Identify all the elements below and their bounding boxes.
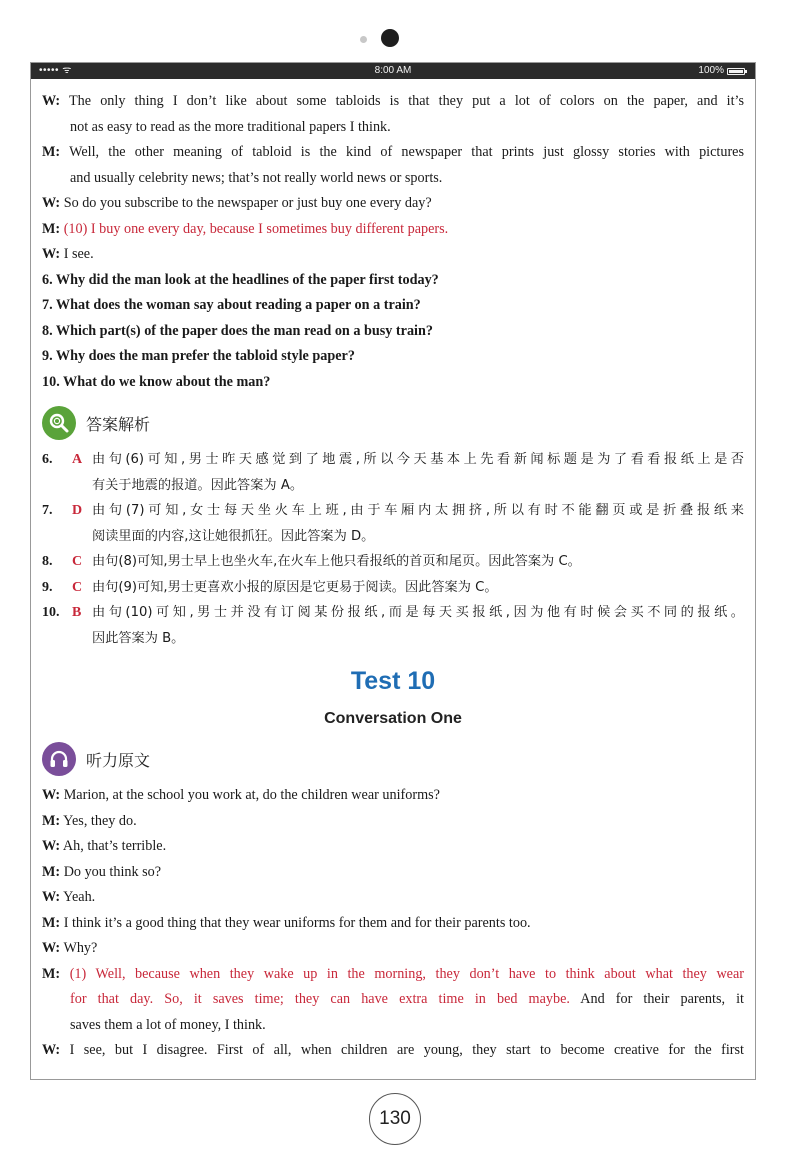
question-10: 10. What do we know about the man? — [42, 373, 271, 390]
answer-item: 10. B 由句(10)可知,男士并没有订阅某份报纸,而是每天买报纸,因为他有时候会买不同的报纸。 因此答案为 B。 — [42, 605, 744, 646]
dialogue-line: W: Yeah. — [42, 889, 96, 905]
page-number: 130 — [369, 1093, 421, 1145]
dialogue-line: W: The only thing I don’t like about some tabloids is that they put a lot of colors on the paper, and it’s — [42, 93, 745, 109]
question-8: 8. Which part(s) of the paper does the man read on a busy train? — [42, 322, 433, 339]
battery-status — [698, 63, 745, 79]
question-7: 7. What does the woman say about reading a paper on a train? — [42, 297, 421, 313]
question-9: 9. Why does the man prefer the tabloid style paper? — [42, 348, 355, 364]
dialogue-line-highlight: M: (10) I buy one every day, because I sometimes buy different papers. — [42, 220, 449, 237]
dialogue-line: W: Ah, that’s terrible. — [42, 838, 167, 854]
transcript-title: 听力原文 — [86, 750, 151, 770]
dialogue-line-highlight: M: (1) Well, because when they wake up in the morning, they don’t have to think about what they wear — [42, 965, 745, 982]
answer-item: 6. A 由句(6)可知,男士昨天感觉到了地震,所以今天基本上先看新闻标题是为了看看报纸上是否 有关于地震的报道。因此答案为 A。 — [42, 452, 744, 493]
question-6: 6. Why did the man look at the headlines of the paper first today? — [42, 271, 439, 288]
dialogue-line: M: Do you think so? — [42, 863, 162, 880]
sensor-dot — [360, 36, 367, 43]
status-bar — [31, 63, 755, 79]
dialogue-line-cont: and usually celebrity news; that’s not really world news or sports. — [70, 169, 443, 186]
answer-item: 7. D 由句(7)可知,女士每天坐火车上班,由于车厢内太拥挤,所以有时不能翻页或是折叠报纸来 阅读里面的内容,这让她很抓狂。因此答案为 D。 — [42, 503, 744, 544]
battery-icon — [727, 68, 745, 75]
magnifier-icon — [42, 406, 76, 440]
dialogue-line: M: I think it’s a good thing that they wear uniforms for them and for their parents too. — [42, 914, 531, 931]
transcript-heading — [42, 739, 744, 779]
test-title: Test 10 — [350, 667, 436, 695]
answer-item: 9. C 由句(9)可知,男士更喜欢小报的原因是它更易于阅读。因此答案为 C。 — [42, 579, 498, 595]
dialogue-line-cont: not as easy to read as the more traditional papers I think. — [70, 118, 391, 135]
dialogue-line: W: I see. — [42, 246, 94, 262]
dialogue-line-cont: saves them a lot of money, I think. — [70, 1016, 266, 1033]
dialogue-line: W: I see, but I disagree. First of all, when children are young, they start to become creative for the first — [42, 1042, 744, 1058]
signal-indicator: ••••• ᯤ — [39, 65, 72, 76]
device-camera — [0, 28, 800, 48]
dialogue-line: M: Yes, they do. — [42, 812, 137, 829]
camera-lens — [381, 29, 399, 47]
dialogue-line-cont: for that day. So, it saves time; they can have extra time in bed maybe. And for their parents, it — [70, 991, 744, 1007]
dialogue-line: W: Why? — [42, 940, 98, 956]
answer-item: 8. C 由句(8)可知,男士早上也坐火车,在火车上他只看报纸的首页和尾页。因此答案为 C。 — [42, 554, 581, 569]
conversation-title: Conversation One — [324, 710, 462, 727]
dialogue-line: W: Marion, at the school you work at, do the children wear uniforms? — [42, 787, 440, 803]
dialogue-line: M: Well, the other meaning of tabloid is the kind of newspaper that prints just glossy stories with pictures — [42, 144, 744, 160]
page-content — [42, 89, 744, 1064]
battery-percent: 100% — [698, 65, 724, 76]
dialogue-line: W: So do you subscribe to the newspaper or just buy one every day? — [42, 195, 432, 211]
headphones-icon — [42, 742, 76, 776]
status-time: 8:00 AM — [374, 65, 412, 76]
analysis-heading — [42, 403, 744, 443]
analysis-title: 答案解析 — [86, 414, 151, 434]
